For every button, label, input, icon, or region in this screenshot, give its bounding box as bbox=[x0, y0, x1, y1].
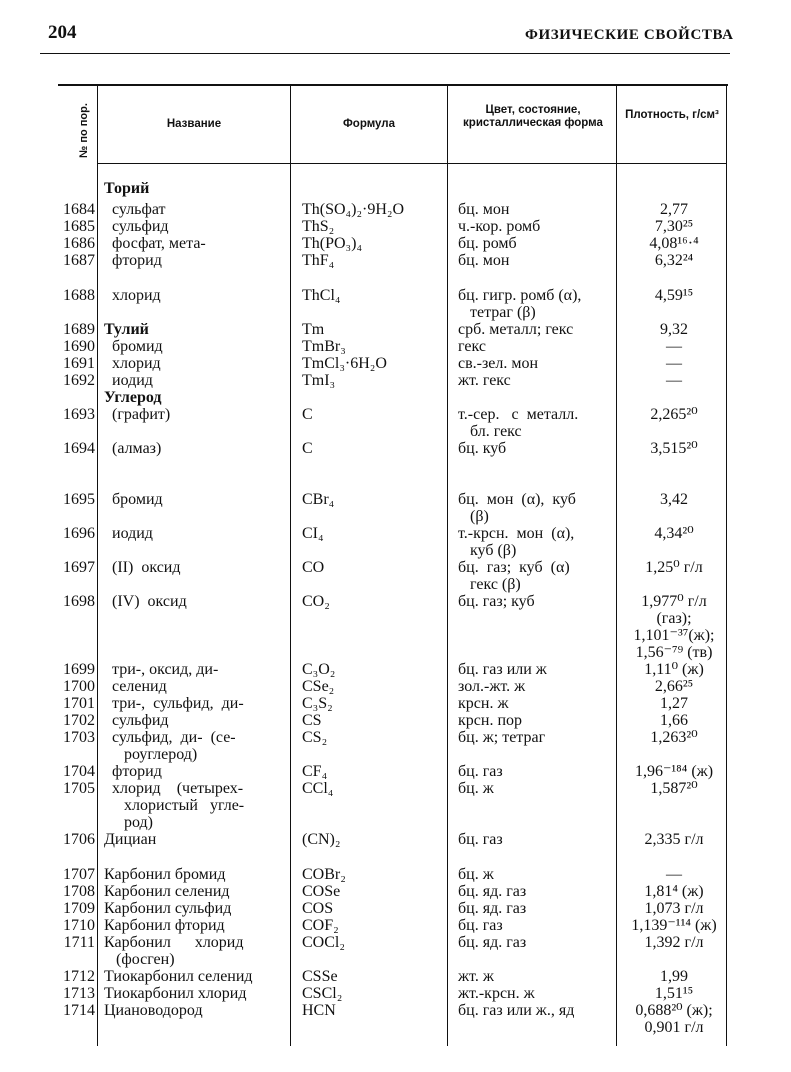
state: бц. газ bbox=[458, 763, 503, 780]
formula: ThCl₄ bbox=[302, 287, 341, 304]
compound-name: сульфат bbox=[104, 201, 166, 218]
density: 1,11⁰ (ж) bbox=[644, 661, 704, 678]
compound-name: (II) оксид bbox=[104, 559, 181, 576]
compound-name: сульфид bbox=[104, 218, 169, 235]
compound-name: фосфат, мета- bbox=[104, 235, 206, 252]
formula: COF₂ bbox=[302, 917, 339, 934]
formula: CCl₄ bbox=[302, 780, 334, 797]
formula: CS₂ bbox=[302, 729, 328, 746]
compound-name: Тиокарбонил хлорид bbox=[104, 985, 247, 1002]
compound-name: сульфид, ди- (се- роуглерод) bbox=[104, 729, 236, 763]
state: бц. мон (α), куб (β) bbox=[458, 491, 576, 525]
state: бц. ж; тетраг bbox=[458, 729, 546, 746]
state: св.-зел. мон bbox=[458, 355, 539, 372]
density: — bbox=[666, 866, 682, 883]
state: бц. газ или ж bbox=[458, 661, 547, 678]
compound-name: бромид bbox=[104, 338, 163, 355]
compound-name: три-, оксид, ди- bbox=[104, 661, 219, 678]
formula: CS bbox=[302, 712, 322, 729]
row-number: 1699 bbox=[63, 661, 95, 678]
row-number: 1698 bbox=[63, 593, 95, 610]
state: бц. газ bbox=[458, 831, 503, 848]
formula: TmI₃ bbox=[302, 372, 336, 389]
state: бц. яд. газ bbox=[458, 934, 527, 951]
row-number: 1704 bbox=[63, 763, 95, 780]
row-number: 1695 bbox=[63, 491, 95, 508]
compound-name: иодид bbox=[104, 525, 153, 542]
compound-name: Карбонил сульфид bbox=[104, 900, 232, 917]
density: 1,81⁴ (ж) bbox=[644, 883, 704, 900]
formula: C bbox=[302, 440, 313, 457]
formula: (CN)₂ bbox=[302, 831, 341, 848]
state: бц. яд. газ bbox=[458, 900, 527, 917]
formula: HCN bbox=[302, 1002, 336, 1019]
row-number: 1689 bbox=[63, 321, 95, 338]
formula: CBr₄ bbox=[302, 491, 335, 508]
row-number: 1713 bbox=[63, 985, 95, 1002]
col-divider-5 bbox=[726, 86, 727, 1046]
compound-name: (IV) оксид bbox=[104, 593, 187, 610]
row-number: 1688 bbox=[63, 287, 95, 304]
density: 0,688²⁰ (ж); 0,901 г/л bbox=[635, 1002, 713, 1036]
state: т.-крсн. мон (α), куб (β) bbox=[458, 525, 575, 559]
state: бц. куб bbox=[458, 440, 507, 457]
col-divider-1 bbox=[97, 86, 98, 1046]
density: — bbox=[666, 372, 682, 389]
density: 2,77 bbox=[660, 201, 688, 218]
row-number: 1711 bbox=[63, 934, 95, 951]
compound-name: Углерод bbox=[104, 389, 162, 406]
density: 2,66²⁵ bbox=[654, 678, 694, 695]
state: ч.-кор. ромб bbox=[458, 218, 541, 235]
density: 1,96⁻¹⁸⁴ (ж) bbox=[634, 763, 714, 780]
row-number: 1697 bbox=[63, 559, 95, 576]
density: 1,073 г/л bbox=[644, 900, 704, 917]
state: бц. газ bbox=[458, 917, 503, 934]
row-number: 1710 bbox=[63, 917, 95, 934]
compound-name: Карбонил бромид bbox=[104, 866, 226, 883]
col-divider-2 bbox=[290, 86, 291, 1046]
row-number: 1696 bbox=[63, 525, 95, 542]
density: 4,08¹⁶·⁴ bbox=[649, 235, 699, 252]
compound-name: Дициан bbox=[104, 831, 157, 848]
state: бц. ромб bbox=[458, 235, 517, 252]
header-density: Плотность, г/см³ bbox=[625, 109, 719, 121]
state: бц. ж bbox=[458, 866, 494, 883]
state: зол.-жт. ж bbox=[458, 678, 526, 695]
compound-name: иодид bbox=[104, 372, 153, 389]
formula: ThS₂ bbox=[302, 218, 335, 235]
state: гекс bbox=[458, 338, 486, 355]
density: 1,392 г/л bbox=[644, 934, 704, 951]
state: бц. мон bbox=[458, 252, 510, 269]
state: крсн. пор bbox=[458, 712, 522, 729]
formula: Th(PO₃)₄ bbox=[302, 235, 363, 252]
page-number: 204 bbox=[48, 22, 77, 43]
formula: CO₂ bbox=[302, 593, 330, 610]
density: — bbox=[666, 338, 682, 355]
col-divider-4 bbox=[616, 86, 617, 1046]
compound-name: Торий bbox=[104, 180, 150, 197]
state: бц. газ или ж., яд bbox=[458, 1002, 575, 1019]
formula: TmCl₃·6H₂O bbox=[302, 355, 387, 372]
formula: COCl₂ bbox=[302, 934, 345, 951]
state: жт. гекс bbox=[458, 372, 511, 389]
state: бц. газ; куб bbox=[458, 593, 535, 610]
header-rule-top bbox=[40, 53, 730, 54]
compound-name: Карбонил хлорид (фосген) bbox=[104, 934, 244, 968]
density: 1,51¹⁵ bbox=[654, 985, 694, 1002]
row-number: 1712 bbox=[63, 968, 95, 985]
density: 1,27 bbox=[660, 695, 688, 712]
compound-name: селенид bbox=[104, 678, 167, 695]
formula: C bbox=[302, 406, 313, 423]
row-number: 1685 bbox=[63, 218, 95, 235]
row-number: 1705 bbox=[63, 780, 95, 797]
compound-name: хлорид bbox=[104, 355, 161, 372]
formula: CSe₂ bbox=[302, 678, 335, 695]
col-divider-3 bbox=[447, 86, 448, 1046]
density: 1,263²⁰ bbox=[650, 729, 698, 746]
formula: C₃S₂ bbox=[302, 695, 333, 712]
state: бц. газ; куб (α) гекс (β) bbox=[458, 559, 570, 593]
compound-name: Тиокарбонил селенид bbox=[104, 968, 253, 985]
density: 1,66 bbox=[660, 712, 688, 729]
density: — bbox=[666, 355, 682, 372]
running-title: ФИЗИЧЕСКИЕ СВОЙСТВА bbox=[525, 27, 734, 43]
row-number: 1690 bbox=[63, 338, 95, 355]
density: 3,42 bbox=[660, 491, 688, 508]
formula: TmBr₃ bbox=[302, 338, 346, 355]
row-number: 1709 bbox=[63, 900, 95, 917]
formula: Th(SO₄)₂·9H₂O bbox=[302, 201, 405, 218]
density: 2,335 г/л bbox=[644, 831, 704, 848]
compound-name: (алмаз) bbox=[104, 440, 162, 457]
compound-name: Карбонил фторид bbox=[104, 917, 225, 934]
row-number: 1691 bbox=[63, 355, 95, 372]
row-number: 1703 bbox=[63, 729, 95, 746]
formula: CI₄ bbox=[302, 525, 324, 542]
row-number: 1684 bbox=[63, 201, 95, 218]
compound-name: сульфид bbox=[104, 712, 169, 729]
row-number: 1714 bbox=[63, 1002, 95, 1019]
density: 1,587²⁰ bbox=[650, 780, 698, 797]
state: бц. ж bbox=[458, 780, 494, 797]
state: срб. металл; гекс bbox=[458, 321, 574, 338]
header-state: Цвет, состояние, кристаллическая форма bbox=[463, 104, 603, 129]
compound-name: Карбонил селенид bbox=[104, 883, 230, 900]
compound-name: (графит) bbox=[104, 406, 171, 423]
density: 4,34²⁰ bbox=[654, 525, 694, 542]
density: 3,515²⁰ bbox=[650, 440, 698, 457]
state: жт. ж bbox=[458, 968, 494, 985]
row-number: 1686 bbox=[63, 235, 95, 252]
formula: C₃O₂ bbox=[302, 661, 336, 678]
header-name: Название bbox=[166, 118, 222, 130]
formula: COSe bbox=[302, 883, 341, 900]
density: 1,139⁻¹¹⁴ (ж) bbox=[631, 917, 717, 934]
state: бц. мон bbox=[458, 201, 510, 218]
density: 1,977⁰ г/л (газ); 1,101⁻³⁷(ж); 1,56⁻⁷⁹ (тв) bbox=[633, 593, 715, 661]
state: бц. гигр. ромб (α), тетраг (β) bbox=[458, 287, 582, 321]
row-number: 1694 bbox=[63, 440, 95, 457]
compound-name: бромид bbox=[104, 491, 163, 508]
state: т.-сер. с металл. бл. гекс bbox=[458, 406, 579, 440]
formula: CSSe bbox=[302, 968, 338, 985]
density: 7,30²⁵ bbox=[654, 218, 694, 235]
formula: Tm bbox=[302, 321, 325, 338]
compound-name: три-, сульфид, ди- bbox=[104, 695, 244, 712]
compound-name: фторид bbox=[104, 763, 162, 780]
compound-name: Тулий bbox=[104, 321, 149, 338]
compound-name: фторид bbox=[104, 252, 162, 269]
header-formula: Формула bbox=[342, 118, 395, 130]
row-number: 1708 bbox=[63, 883, 95, 900]
formula: ThF₄ bbox=[302, 252, 335, 269]
row-number: 1700 bbox=[63, 678, 95, 695]
header-num: № по пор. bbox=[78, 103, 90, 158]
compound-name: Циановодород bbox=[104, 1002, 203, 1019]
row-number: 1692 bbox=[63, 372, 95, 389]
density: 1,25⁰ г/л bbox=[645, 559, 703, 576]
row-number: 1701 bbox=[63, 695, 95, 712]
state: бц. яд. газ bbox=[458, 883, 527, 900]
compound-name: хлорид (четырех- хлористый угле- род) bbox=[104, 780, 245, 831]
formula: COS bbox=[302, 900, 334, 917]
formula: COBr₂ bbox=[302, 866, 346, 883]
compound-name: хлорид bbox=[104, 287, 161, 304]
row-number: 1687 bbox=[63, 252, 95, 269]
state: жт.-крсн. ж bbox=[458, 985, 535, 1002]
header-rule-thick bbox=[58, 84, 728, 86]
row-number: 1706 bbox=[63, 831, 95, 848]
density: 6,32²⁴ bbox=[654, 252, 694, 269]
density: 1,99 bbox=[660, 968, 688, 985]
formula: CF₄ bbox=[302, 763, 328, 780]
state: крсн. ж bbox=[458, 695, 509, 712]
row-number: 1707 bbox=[63, 866, 95, 883]
row-number: 1693 bbox=[63, 406, 95, 423]
density: 4,59¹⁵ bbox=[654, 287, 694, 304]
header-rule-bottom bbox=[97, 163, 727, 164]
density: 2,265²⁰ bbox=[650, 406, 698, 423]
row-number: 1702 bbox=[63, 712, 95, 729]
formula: CO bbox=[302, 559, 325, 576]
density: 9,32 bbox=[660, 321, 688, 338]
formula: CSCl₂ bbox=[302, 985, 343, 1002]
